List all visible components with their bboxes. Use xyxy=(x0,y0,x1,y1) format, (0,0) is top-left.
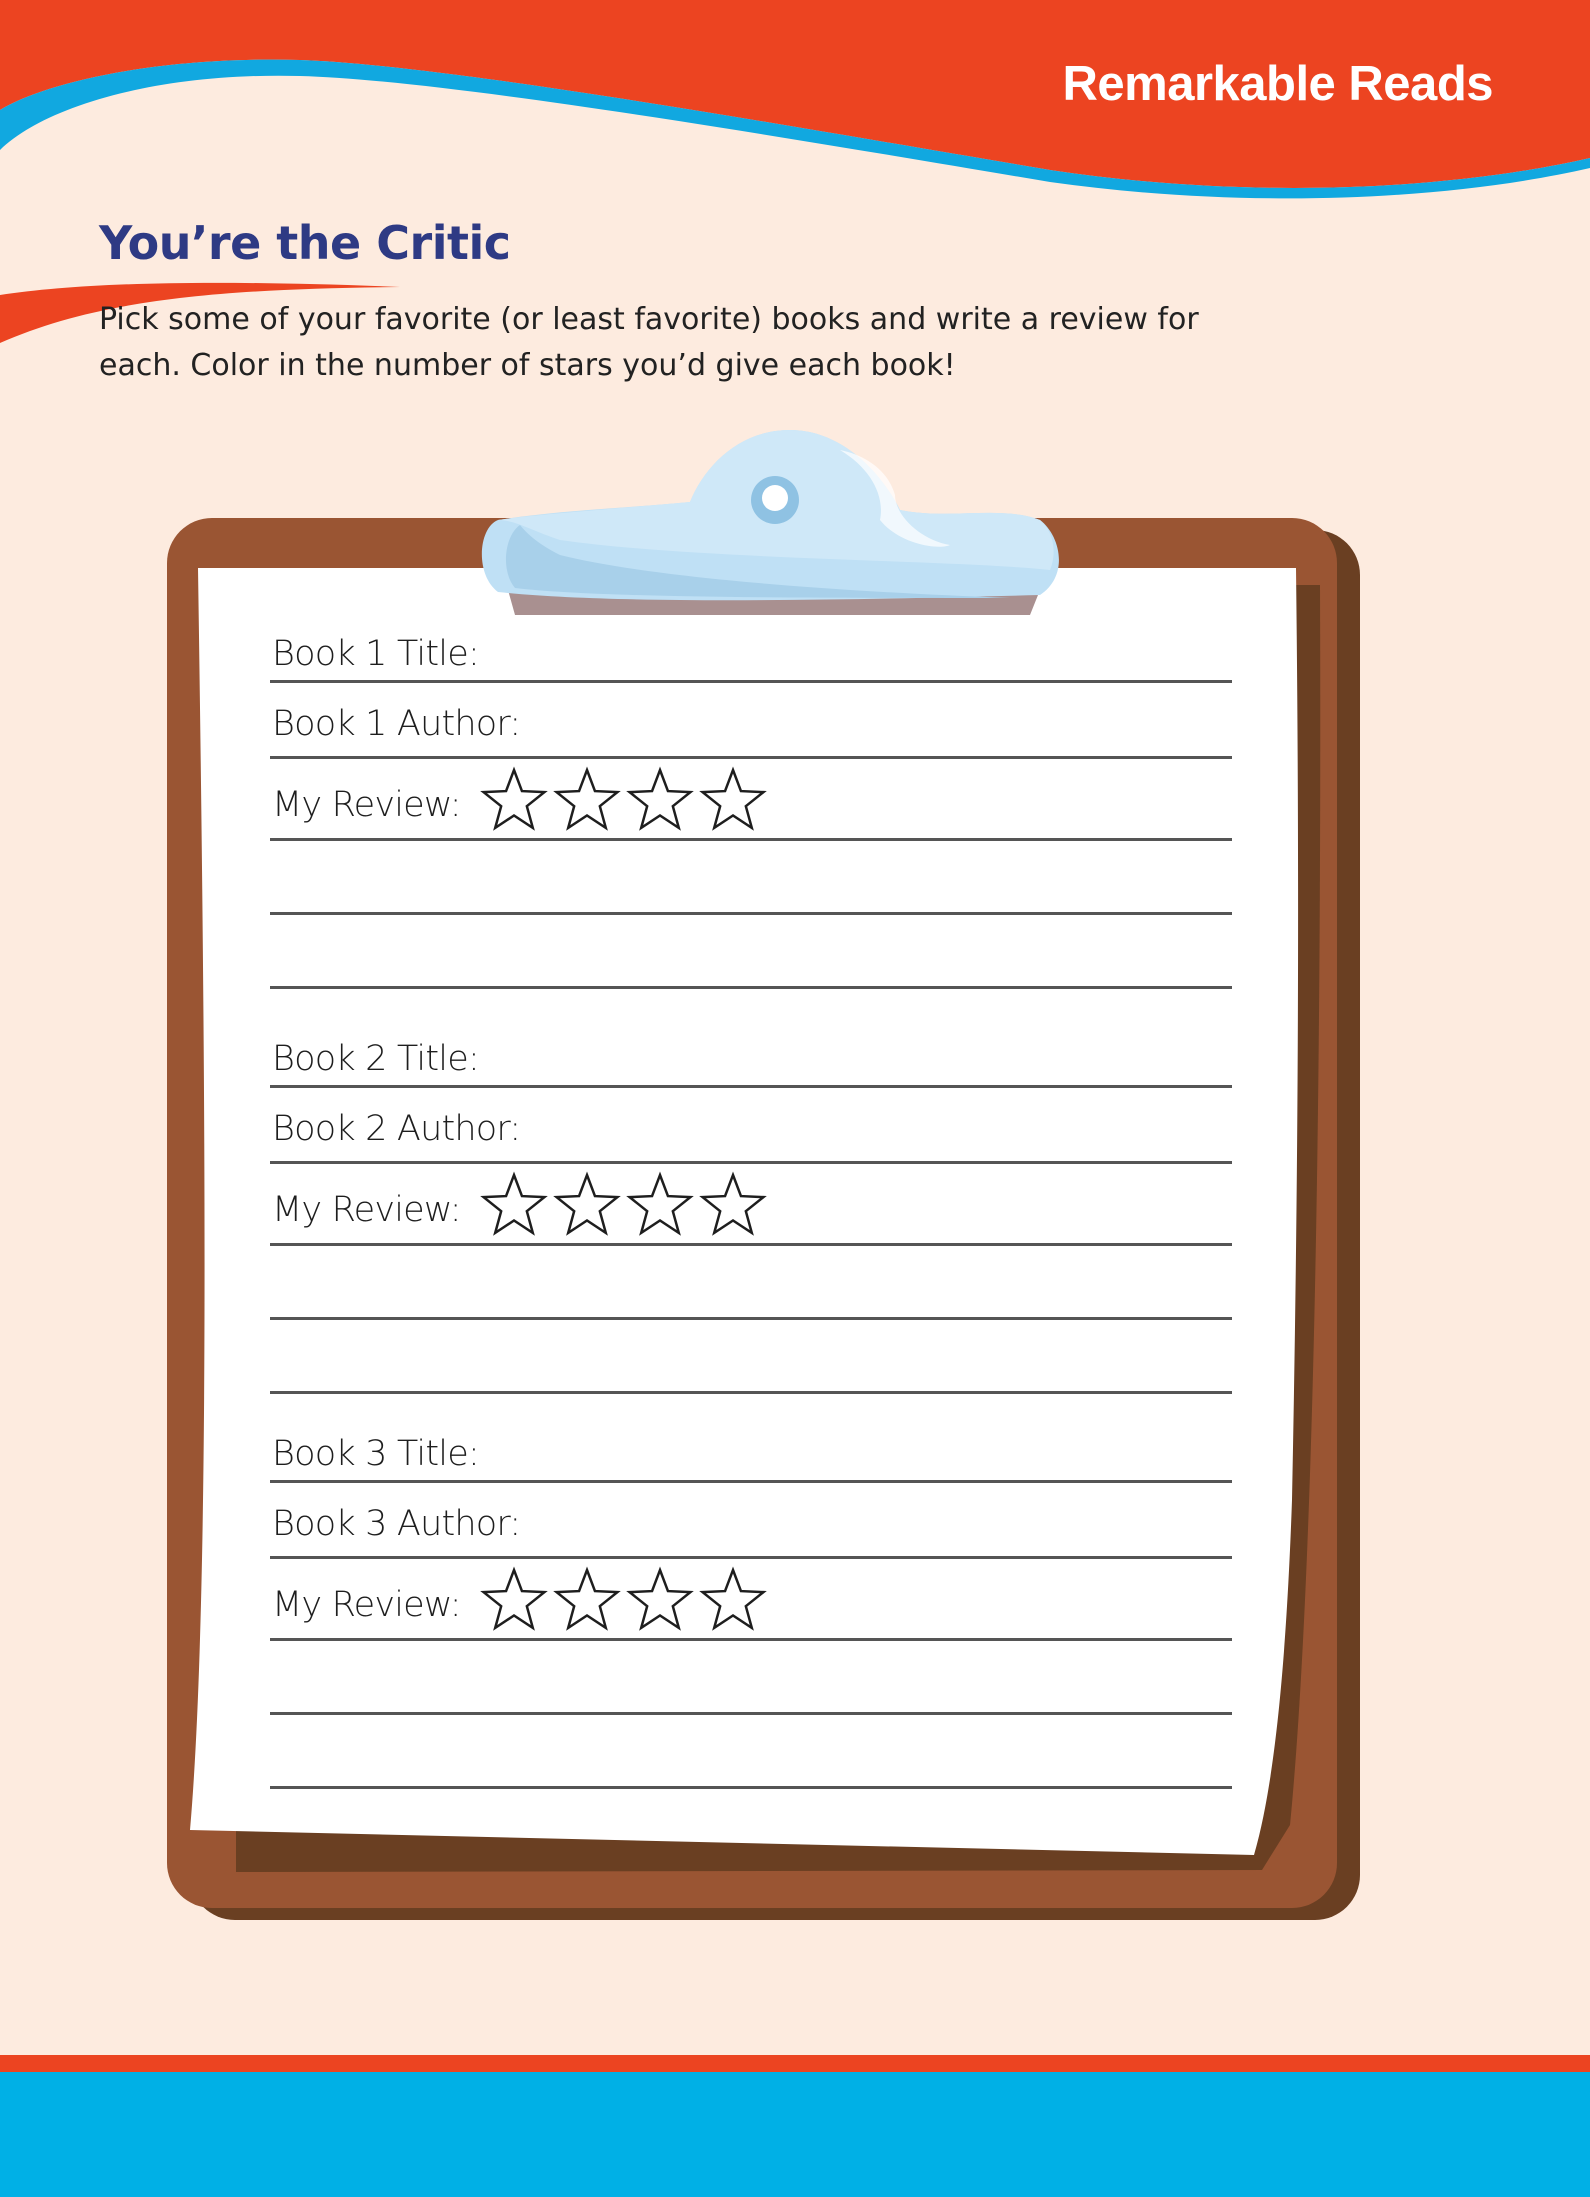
book-1-author-line[interactable] xyxy=(270,756,1232,759)
star-outline-icon[interactable] xyxy=(626,1566,694,1634)
star-outline-icon[interactable] xyxy=(553,766,621,834)
star-outline-icon[interactable] xyxy=(699,1171,767,1239)
book-2-review-label: My Review: xyxy=(272,1190,461,1230)
star-outline-icon[interactable] xyxy=(480,766,548,834)
book-2-star-rating[interactable] xyxy=(480,1171,780,1239)
book-3-review-line-1[interactable] xyxy=(270,1638,1232,1641)
book-3-review-line-3[interactable] xyxy=(270,1786,1232,1789)
star-outline-icon[interactable] xyxy=(626,1171,694,1239)
star-outline-icon[interactable] xyxy=(480,1566,548,1634)
instructions-line-1: Pick some of your favorite (or least favorite) books and write a review for xyxy=(99,302,1199,337)
book-1-title-label: Book 1 Title: xyxy=(272,634,479,674)
book-1-review-line-2[interactable] xyxy=(270,912,1232,915)
footer-red-stripe xyxy=(0,2055,1590,2072)
book-3-author-label: Book 3 Author: xyxy=(272,1504,521,1544)
book-2-author-label: Book 2 Author: xyxy=(272,1109,521,1149)
book-2-title-line[interactable] xyxy=(270,1085,1232,1088)
book-3-author-line[interactable] xyxy=(270,1556,1232,1559)
book-2-review-line-2[interactable] xyxy=(270,1317,1232,1320)
book-1-author-label: Book 1 Author: xyxy=(272,704,521,744)
book-1-review-line-1[interactable] xyxy=(270,838,1232,841)
star-outline-icon[interactable] xyxy=(553,1171,621,1239)
clipboard-clip-icon xyxy=(482,430,1059,600)
page-title: You’re the Critic xyxy=(99,216,511,270)
book-2-title-label: Book 2 Title: xyxy=(272,1039,479,1079)
star-outline-icon[interactable] xyxy=(699,766,767,834)
book-1-star-rating[interactable] xyxy=(480,766,780,834)
book-1-title-line[interactable] xyxy=(270,680,1232,683)
book-2-author-line[interactable] xyxy=(270,1161,1232,1164)
footer-blue-band xyxy=(0,2072,1590,2197)
book-3-review-label: My Review: xyxy=(272,1585,461,1625)
star-outline-icon[interactable] xyxy=(699,1566,767,1634)
book-1-review-line-3[interactable] xyxy=(270,986,1232,989)
book-3-title-label: Book 3 Title: xyxy=(272,1434,479,1474)
star-outline-icon[interactable] xyxy=(480,1171,548,1239)
star-outline-icon[interactable] xyxy=(553,1566,621,1634)
book-3-title-line[interactable] xyxy=(270,1480,1232,1483)
book-1-review-label: My Review: xyxy=(272,785,461,825)
book-2-review-line-1[interactable] xyxy=(270,1243,1232,1246)
book-2-review-line-3[interactable] xyxy=(270,1391,1232,1394)
star-outline-icon[interactable] xyxy=(626,766,694,834)
book-3-review-line-2[interactable] xyxy=(270,1712,1232,1715)
instructions-line-2: each. Color in the number of stars you’d give each book! xyxy=(99,348,956,383)
brand-title: Remarkable Reads xyxy=(1062,57,1493,111)
book-3-star-rating[interactable] xyxy=(480,1566,780,1634)
